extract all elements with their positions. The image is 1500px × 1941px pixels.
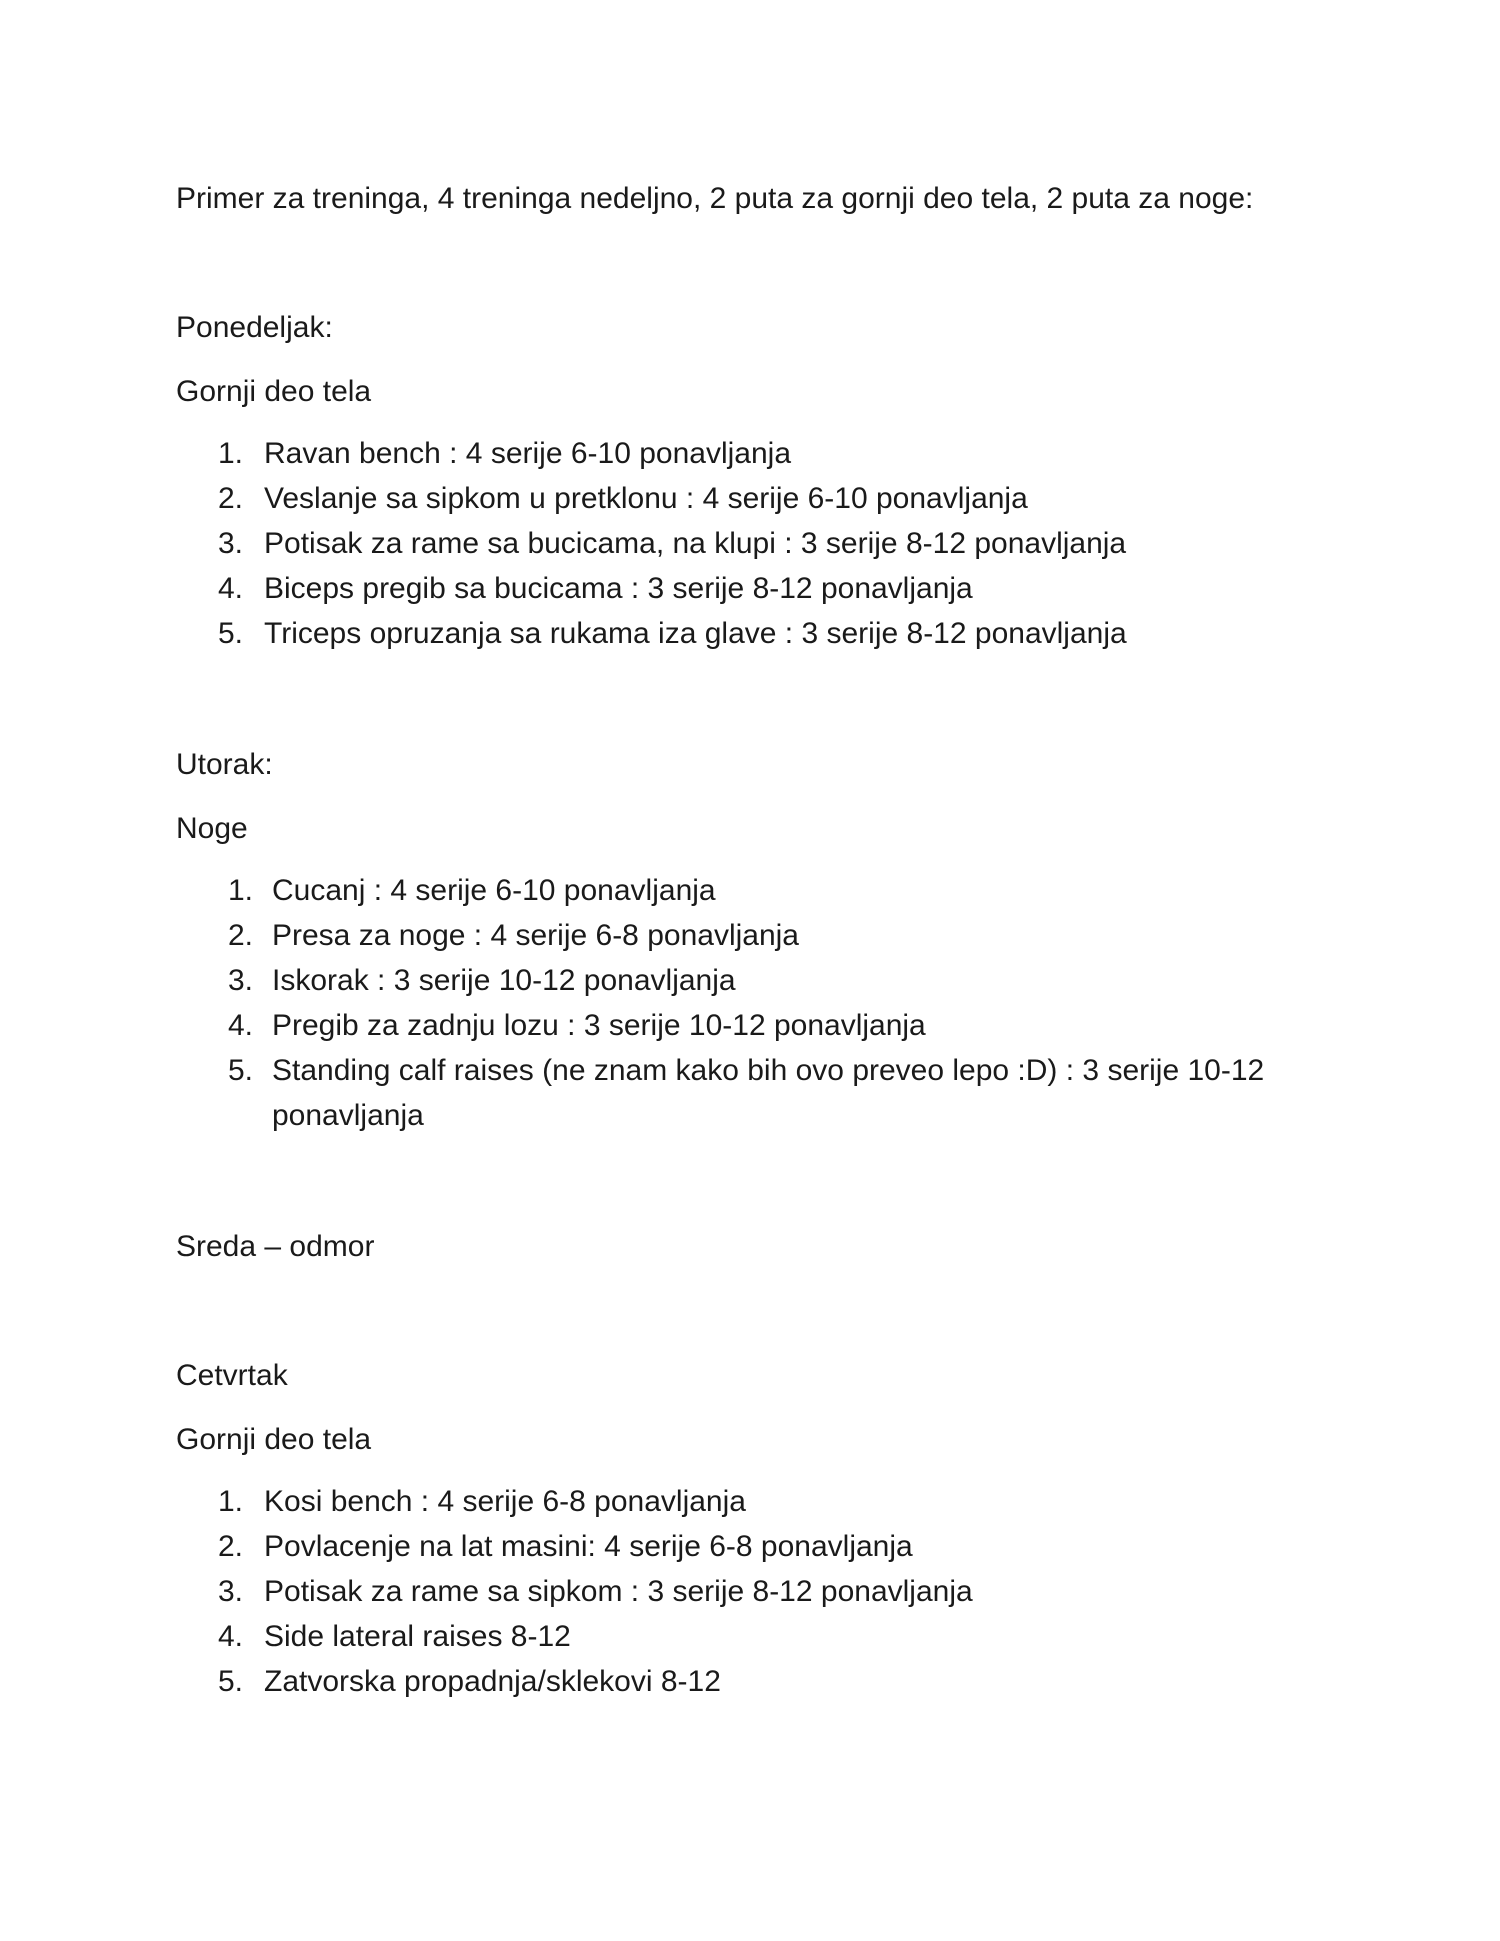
exercise-text: Veslanje sa sipkom u pretklonu : 4 serije 6-10 ponavljanja (264, 482, 1028, 515)
list-item (218, 1614, 973, 1659)
list-item (218, 1659, 973, 1704)
exercise-list-monday (218, 431, 1127, 656)
list-number: 4. (218, 1620, 244, 1653)
list-item (228, 958, 1322, 1003)
exercise-list-thursday (218, 1479, 973, 1704)
day-heading-monday: Ponedeljak: (176, 311, 333, 344)
list-number: 1. (218, 437, 244, 470)
list-item (218, 521, 1127, 566)
day-heading-wednesday: Sreda – odmor (176, 1230, 375, 1263)
list-number: 5. (218, 1665, 244, 1698)
list-item (218, 611, 1127, 656)
exercise-text: Ravan bench : 4 serije 6-10 ponavljanja (264, 437, 792, 470)
exercise-text: Triceps opruzanja sa rukama iza glave : 3 serije 8-12 ponavljanja (264, 617, 1127, 650)
list-item (218, 1524, 973, 1569)
exercise-text: Presa za noge : 4 serije 6-8 ponavljanja (272, 919, 799, 952)
exercise-text: Povlacenje na lat masini: 4 serije 6-8 ponavljanja (264, 1530, 913, 1563)
list-item (218, 1569, 973, 1614)
list-item (228, 1048, 1322, 1138)
day-heading-thursday: Cetvrtak (176, 1359, 288, 1392)
list-item (218, 566, 1127, 611)
list-number: 4. (218, 572, 244, 605)
list-item (228, 1003, 1322, 1048)
exercise-text: Kosi bench : 4 serije 6-8 ponavljanja (264, 1485, 746, 1518)
exercise-text: Potisak za rame sa bucicama, na klupi : 3 serije 8-12 ponavljanja (264, 527, 1127, 560)
list-number: 2. (218, 1530, 244, 1563)
list-item (228, 868, 1322, 913)
list-number: 5. (218, 617, 244, 650)
exercise-text: Cucanj : 4 serije 6-10 ponavljanja (272, 874, 716, 907)
list-item (218, 476, 1127, 521)
list-number: 4. (228, 1009, 254, 1042)
focus-heading-thursday: Gornji deo tela (176, 1423, 372, 1456)
exercise-text: Iskorak : 3 serije 10-12 ponavljanja (272, 964, 736, 997)
list-number: 2. (228, 919, 254, 952)
list-number: 5. (228, 1054, 254, 1087)
exercise-text: Potisak za rame sa sipkom : 3 serije 8-12 ponavljanja (264, 1575, 973, 1608)
intro-text: Primer za treninga, 4 treninga nedeljno, 2 puta za gornji deo tela, 2 puta za noge: (176, 182, 1254, 215)
list-number: 1. (218, 1485, 244, 1518)
list-item (218, 1479, 973, 1524)
list-number: 3. (218, 527, 244, 560)
list-number: 3. (228, 964, 254, 997)
focus-heading-tuesday: Noge (176, 812, 248, 845)
exercise-text: Zatvorska propadnja/sklekovi 8-12 (264, 1665, 721, 1698)
list-number: 1. (228, 874, 254, 907)
exercise-text: Biceps pregib sa bucicama : 3 serije 8-12 ponavljanja (264, 572, 973, 605)
day-heading-tuesday: Utorak: (176, 748, 273, 781)
exercise-text: Standing calf raises (ne znam kako bih ovo preveo lepo :D) : 3 serije 10-12 ponavljanja (272, 1054, 1265, 1132)
exercise-text: Pregib za zadnju lozu : 3 serije 10-12 ponavljanja (272, 1009, 926, 1042)
exercise-text: Side lateral raises 8-12 (264, 1620, 571, 1653)
list-item (218, 431, 1127, 476)
list-item (228, 913, 1322, 958)
exercise-list-tuesday (228, 868, 1322, 1138)
list-number: 2. (218, 482, 244, 515)
focus-heading-monday: Gornji deo tela (176, 375, 372, 408)
list-number: 3. (218, 1575, 244, 1608)
